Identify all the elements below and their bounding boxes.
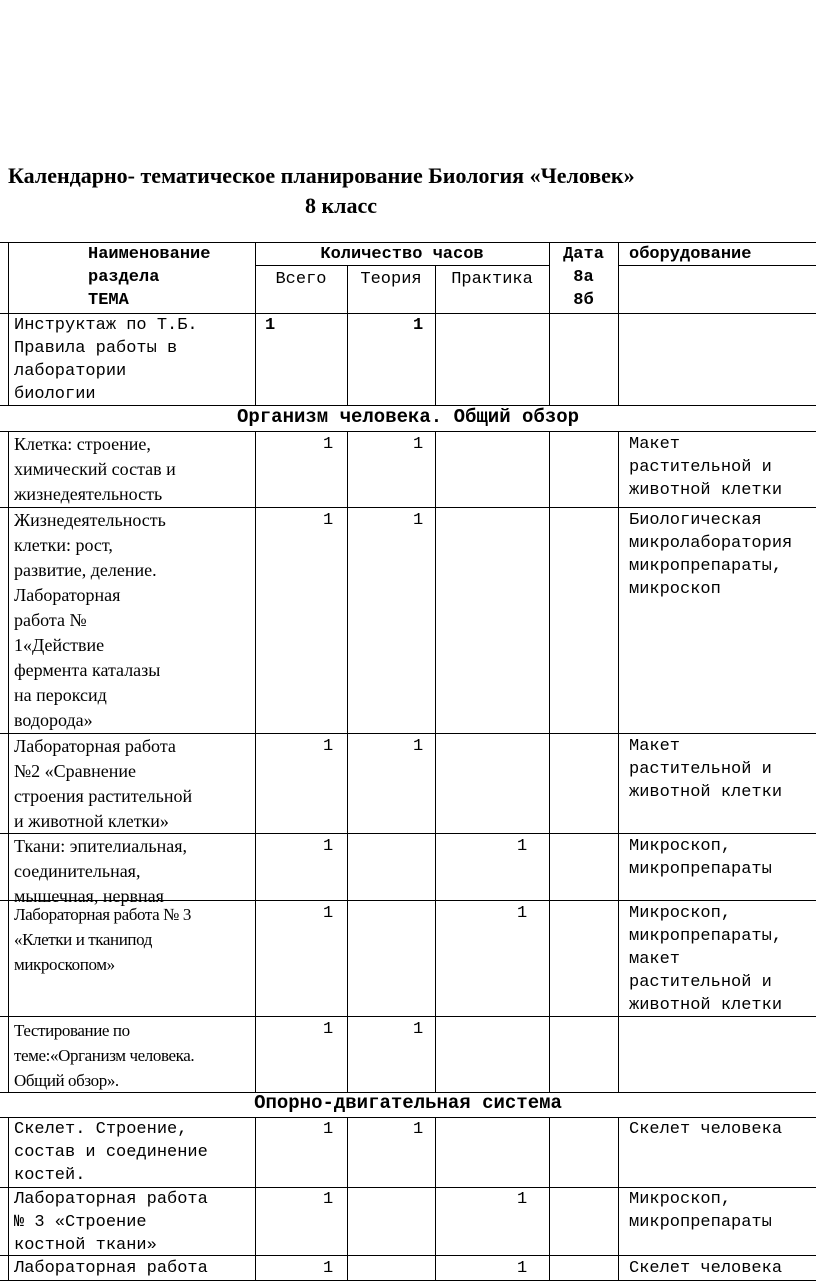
row-name: Лабораторная работа №2 «Сравнение строения растительной и животной клетки» xyxy=(14,736,193,831)
row-name: Клетка: строение, химический состав и жизнедеятельность xyxy=(14,434,176,504)
document-subtitle: 8 класс xyxy=(305,193,378,218)
row-theory: 1 xyxy=(413,511,424,530)
row-total: 1 xyxy=(323,1259,334,1278)
row-practice: 1 xyxy=(517,1259,528,1278)
intro-theory: 1 xyxy=(413,316,424,335)
row-equipment: Биологическая микролаборатория микропрепараты, микроскоп xyxy=(629,511,793,599)
document-title: Календарно- тематическое планирование Биология «Человек» xyxy=(8,163,635,188)
row-total: 1 xyxy=(323,1020,334,1039)
row-practice: 1 xyxy=(517,904,528,923)
header-total: Всего xyxy=(275,270,327,289)
row-total: 1 xyxy=(323,837,334,856)
row-practice: 1 xyxy=(517,1190,528,1209)
row-theory: 1 xyxy=(413,1120,424,1139)
section-heading: Опорно-двигательная система xyxy=(254,1092,562,1114)
row-theory: 1 xyxy=(413,737,424,756)
row-name: Лабораторная работа xyxy=(14,1259,208,1278)
header-name: Наименование раздела ТЕМА xyxy=(88,245,211,310)
row-equipment: Микроскоп, микропрепараты xyxy=(629,837,772,879)
row-total: 1 xyxy=(323,435,334,454)
header-date: Дата 8а 8б xyxy=(563,245,604,310)
header-equipment: оборудование xyxy=(629,245,752,264)
row-equipment: Макет растительной и животной клетки xyxy=(629,737,783,802)
row-theory: 1 xyxy=(413,1020,424,1039)
header-practice: Практика xyxy=(451,270,533,289)
row-name: Лабораторная работа № 3 «Клетки и тканипод микроскопом» xyxy=(14,905,191,974)
row-total: 1 xyxy=(323,1190,334,1209)
row-total: 1 xyxy=(323,737,334,756)
row-name: Жизнедеятельность клетки: рост, развитие, деление. Лабораторная работа № 1«Действие фермента каталазы на пероксид водорода» xyxy=(14,510,166,730)
row-equipment: Микроскоп, микропрепараты, макет растительной и животной клетки xyxy=(629,904,783,1015)
row-total: 1 xyxy=(323,511,334,530)
row-theory: 1 xyxy=(413,435,424,454)
intro-total: 1 xyxy=(265,316,276,335)
row-name: Лабораторная работа № 3 «Строение костной ткани» xyxy=(14,1190,208,1255)
row-equipment: Скелет человека xyxy=(629,1259,783,1278)
row-name: Скелет. Строение, состав и соединение костей. xyxy=(14,1120,208,1185)
header-hours: Количество часов xyxy=(320,245,484,264)
row-equipment: Скелет человека xyxy=(629,1120,783,1139)
row-equipment: Макет растительной и животной клетки xyxy=(629,435,783,500)
row-practice: 1 xyxy=(517,837,528,856)
row-total: 1 xyxy=(323,1120,334,1139)
intro-name: Инструктаж по Т.Б. Правила работы в лаборатории биологии xyxy=(14,316,198,404)
section-heading: Организм человека. Общий обзор xyxy=(236,406,580,428)
row-total: 1 xyxy=(323,904,334,923)
header-theory: Теория xyxy=(360,270,422,289)
row-name: Тестирование по теме:«Организм человека. Общий обзор». xyxy=(14,1021,195,1090)
row-name: Ткани: эпителиальная, соединительная, мышечная, нервная xyxy=(14,836,187,906)
row-equipment: Микроскоп, микропрепараты xyxy=(629,1190,772,1232)
